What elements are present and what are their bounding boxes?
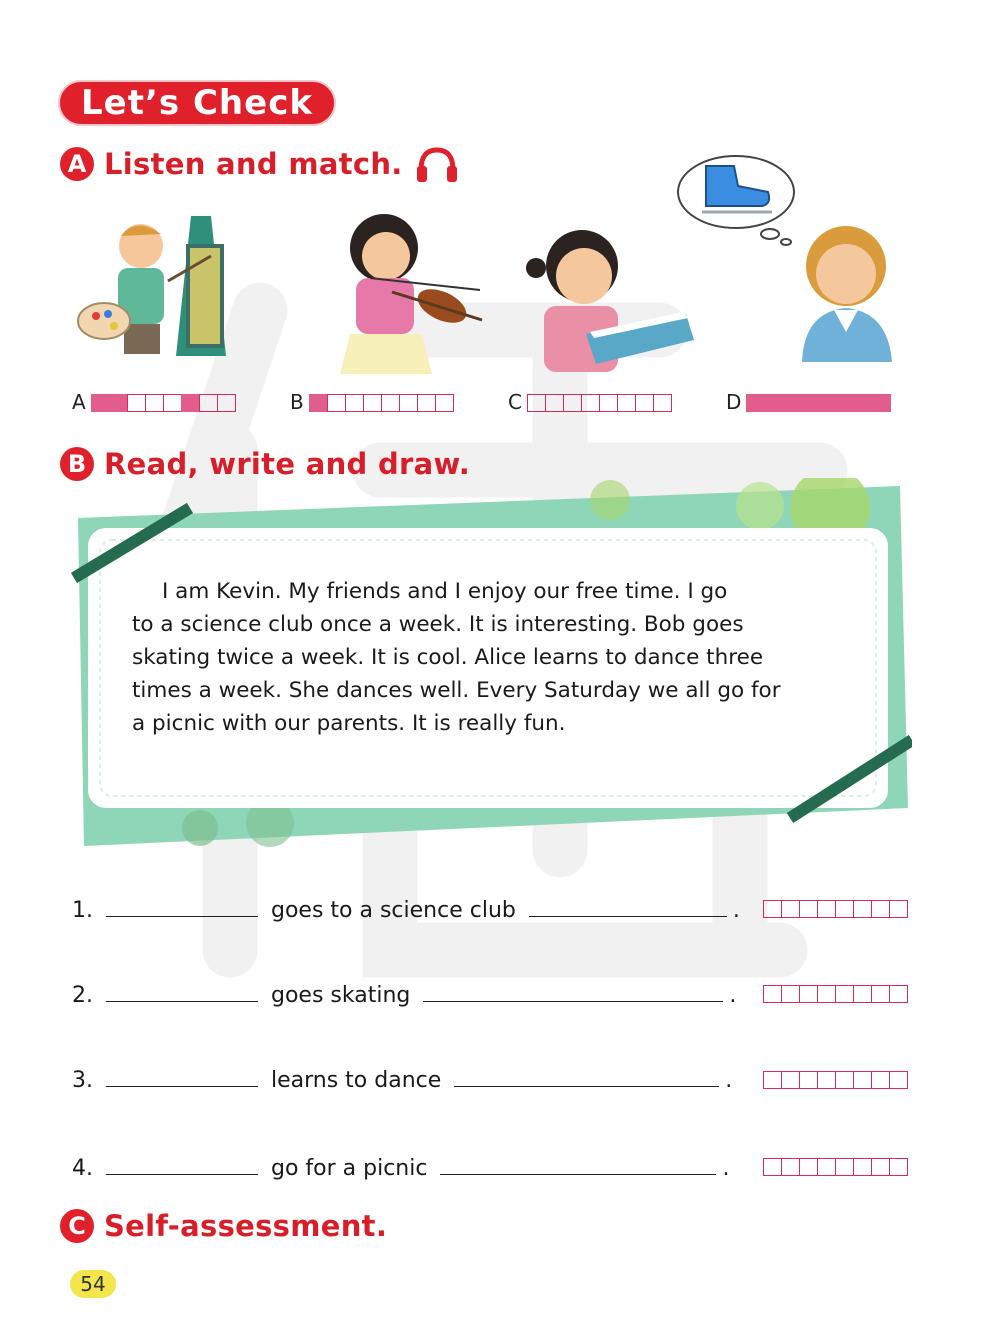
section-c-heading: Self-assessment. [104, 1209, 388, 1243]
answer-blank-frequency[interactable] [529, 894, 727, 917]
section-c-header [60, 1208, 387, 1244]
question-end: . [725, 1068, 733, 1093]
letter-boxes-q3[interactable] [764, 1071, 908, 1091]
girl-reading-illustration [516, 214, 696, 372]
answer-blank-name[interactable] [106, 1152, 258, 1175]
page-title: Let’s Check [58, 80, 336, 126]
answer-c [508, 390, 672, 414]
boy-painting-illustration [76, 206, 226, 376]
question-phrase: goes skating [271, 983, 411, 1008]
letter-boxes-q1[interactable] [764, 900, 908, 920]
question-phrase: goes to a science club [271, 898, 516, 923]
answer-blank-name[interactable] [106, 979, 258, 1002]
question-end: . [722, 1156, 730, 1181]
question-number: 4. [72, 1156, 93, 1181]
answer-blank-frequency[interactable] [440, 1152, 716, 1175]
letter-boxes-d[interactable] [747, 394, 891, 414]
letter-boxes-q4[interactable] [764, 1158, 908, 1178]
girl-violin-illustration [322, 208, 492, 374]
question-end: . [732, 898, 740, 923]
answer-blank-frequency[interactable] [423, 979, 723, 1002]
passage-line: a picnic with our parents. It is really fun. [132, 711, 566, 736]
passage-line: skating twice a week. It is cool. Alice learns to dance three [132, 645, 764, 670]
page-number: 54 [70, 1270, 116, 1298]
answer-blank-name[interactable] [106, 1064, 258, 1087]
section-b-header [60, 446, 470, 482]
answer-d [726, 390, 891, 414]
section-a-letter: A [60, 147, 94, 181]
question-number: 3. [72, 1068, 93, 1093]
section-c-letter: C [60, 1209, 94, 1243]
question-row-2 [72, 979, 752, 1008]
passage-line: I am Kevin. My friends and I enjoy our free time. I go [162, 579, 728, 604]
thought-bubble-skate [676, 152, 800, 248]
answer-blank-frequency[interactable] [454, 1064, 719, 1087]
question-phrase: go for a picnic [271, 1156, 428, 1181]
headphones-icon[interactable] [415, 144, 459, 184]
letter-boxes-c[interactable] [528, 394, 672, 414]
option-label: B [290, 390, 304, 414]
letter-boxes-b[interactable] [310, 394, 454, 414]
option-label: D [726, 390, 742, 414]
question-number: 2. [72, 983, 93, 1008]
answer-a [72, 390, 236, 414]
section-b-letter: B [60, 447, 94, 481]
boy-thinking-illustration [790, 222, 900, 362]
option-label: A [72, 390, 86, 414]
section-b-heading: Read, write and draw. [104, 447, 471, 481]
option-label: C [508, 390, 522, 414]
section-a-heading: Listen and match. [104, 147, 403, 181]
letter-boxes-q2[interactable] [764, 985, 908, 1005]
answer-b [290, 390, 454, 414]
section-a-header [60, 146, 459, 182]
question-end: . [729, 983, 737, 1008]
question-row-3 [72, 1064, 752, 1093]
passage-line: to a science club once a week. It is interesting. Bob goes [132, 612, 744, 637]
letter-boxes-a[interactable] [92, 394, 236, 414]
question-row-4 [72, 1152, 752, 1181]
question-number: 1. [72, 898, 93, 923]
question-row-1 [72, 894, 752, 923]
reading-passage [132, 575, 862, 740]
answer-blank-name[interactable] [106, 894, 258, 917]
passage-line: times a week. She dances well. Every Saturday we all go for [132, 678, 781, 703]
question-phrase: learns to dance [271, 1068, 442, 1093]
